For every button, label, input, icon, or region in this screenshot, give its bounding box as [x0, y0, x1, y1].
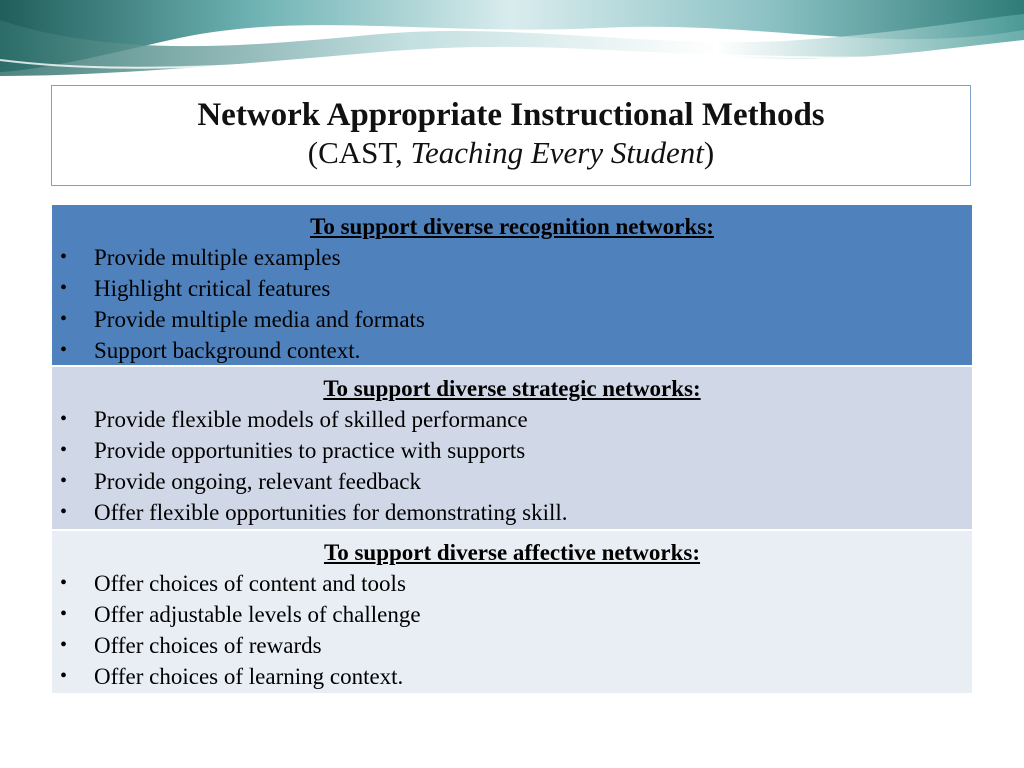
list-item — [52, 435, 972, 466]
list-item — [52, 335, 972, 366]
methods-table — [52, 205, 972, 693]
bullet-list — [52, 404, 972, 528]
bullet-icon: • — [60, 634, 68, 656]
bullet-icon: • — [60, 665, 68, 687]
list-item-text: Provide flexible models of skilled performance — [94, 407, 528, 432]
section-strategic-networks — [52, 367, 972, 531]
list-item — [52, 599, 972, 630]
list-item — [52, 404, 972, 435]
list-item-text: Provide ongoing, relevant feedback — [94, 469, 421, 494]
section-heading: To support diverse recognition networks: — [310, 214, 714, 239]
bullet-icon: • — [60, 501, 68, 523]
subtitle-book-title: Teaching Every Student — [410, 135, 704, 170]
decorative-wave-banner — [0, 0, 1024, 82]
slide-title: Network Appropriate Instructional Methods — [197, 97, 825, 133]
list-item — [52, 273, 972, 304]
list-item — [52, 568, 972, 599]
list-item-text: Offer choices of rewards — [94, 633, 322, 658]
list-item-text: Offer choices of learning context. — [94, 664, 404, 689]
list-item — [52, 661, 972, 692]
list-item-text: Support background context. — [94, 338, 361, 363]
section-recognition-networks — [52, 205, 972, 367]
list-item — [52, 630, 972, 661]
list-item-text: Offer choices of content and tools — [94, 571, 406, 596]
bullet-icon: • — [60, 308, 68, 330]
slide-subtitle — [52, 135, 970, 171]
list-item — [52, 466, 972, 497]
bullet-icon: • — [60, 470, 68, 492]
section-heading: To support diverse affective networks: — [323, 540, 701, 565]
subtitle-suffix: ) — [703, 135, 715, 170]
list-item-text: Offer adjustable levels of challenge — [94, 602, 421, 627]
list-item — [52, 304, 972, 335]
list-item — [52, 497, 972, 528]
bullet-icon: • — [60, 603, 68, 625]
list-item-text: Provide opportunities to practice with supports — [94, 438, 526, 463]
list-item-text: Provide multiple media and formats — [94, 307, 425, 332]
section-affective-networks — [52, 531, 972, 693]
section-heading: To support diverse strategic networks: — [323, 376, 701, 401]
bullet-icon: • — [60, 277, 68, 299]
bullet-icon: • — [60, 572, 68, 594]
list-item-text: Provide multiple examples — [94, 245, 341, 270]
bullet-list — [52, 568, 972, 692]
bullet-icon: • — [60, 439, 68, 461]
list-item-text: Offer flexible opportunities for demonstrating skill. — [94, 500, 568, 525]
subtitle-prefix: (CAST, — [307, 135, 411, 170]
bullet-icon: • — [60, 339, 68, 361]
list-item — [52, 242, 972, 273]
list-item-text: Highlight critical features — [94, 276, 331, 301]
title-box — [51, 85, 971, 186]
bullet-icon: • — [60, 246, 68, 268]
bullet-list — [52, 242, 972, 366]
bullet-icon: • — [60, 408, 68, 430]
